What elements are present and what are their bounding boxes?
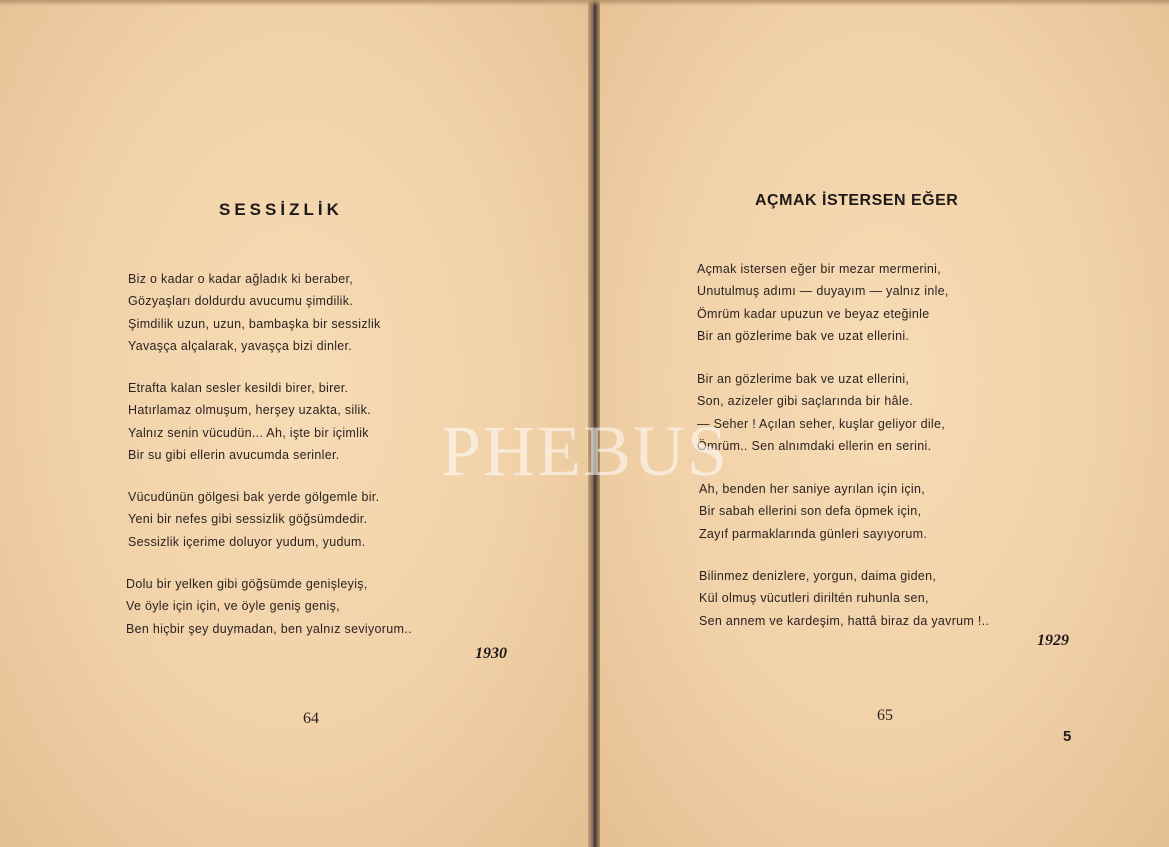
poem-line: Bilinmez denizlere, yorgun, daima giden, [699,569,937,583]
signature-mark: 5 [1063,728,1072,745]
poem-title-left: SESSİZLİK [219,200,343,219]
poem-line: Son, azizeler gibi saçlarında bir hâle. [697,394,913,409]
poem-line: Hatırlamaz olmuşum, herşey uzakta, silik. [128,403,371,418]
poem-line: Vücudünün gölgesi bak yerde gölgemle bir. [128,490,380,504]
page-number-left: 64 [303,710,319,727]
poem-title-right: AÇMAK İSTERSEN EĞER [755,192,959,209]
right-stanza-1 [697,258,949,347]
poem-line: Açmak istersen eğer bir mezar mermerini, [697,262,942,276]
poem-line: Bir sabah ellerini son defa öpmek için, [699,504,922,519]
right-stanza-2 [697,368,945,457]
right-stanza-3 [699,478,927,545]
poem-line: Şimdilik uzun, uzun, bambaşka bir sessizlik [128,316,381,331]
poem-line: Yalnız senin vücudün... Ah, işte bir içimlik [128,425,369,440]
poem-year-right: 1929 [1037,632,1069,649]
page-number-right: 65 [877,707,893,724]
poem-line: Ve öyle için için, ve öyle geniş geniş, [126,599,340,614]
poem-line: Zayıf parmaklarında günleri sayıyorum. [699,526,928,541]
page-top-edge [0,0,1169,6]
right-stanza-4 [699,565,989,632]
poem-line: Yeni bir nefes gibi sessizlik göğsümdedir. [128,512,368,527]
poem-year-left: 1930 [475,645,507,662]
poem-line: Bir an gözlerime bak ve uzat ellerini. [697,328,910,343]
poem-line: Ömrüm kadar upuzun ve beyaz eteğinle [697,306,930,321]
poem-line: Bir an gözlerime bak ve uzat ellerini, [697,372,910,386]
poem-line: Gözyaşları doldurdu avucumu şimdilik. [128,294,354,309]
book-gutter [588,0,600,847]
poem-line: Etrafta kalan sesler kesildi birer, birer. [128,381,349,395]
left-stanza-3 [128,486,379,553]
left-stanza-4 [126,573,412,640]
poem-line: Ömrüm.. Sen alnımdaki ellerin en serini. [697,438,932,453]
poem-line: Biz o kadar o kadar ağladık ki beraber, [128,272,354,286]
poem-line: Ah, benden her saniye ayrılan için için, [699,482,926,496]
poem-line: — Seher ! Açılan seher, kuşlar geliyor dile, [697,416,946,431]
poem-line: Yavaşça alçalarak, yavaşça bizi dinler. [128,338,353,353]
poem-line: Dolu bir yelken gibi göğsümde genişleyiş, [126,577,368,591]
left-stanza-1 [128,268,381,357]
poem-line: Unutulmuş adımı — duyayım — yalnız inle, [697,284,949,299]
left-stanza-2 [128,377,371,466]
poem-line: Bir su gibi ellerin avucumda serinler. [128,447,340,462]
poem-line: Ben hiçbir şey duymadan, ben yalnız seviyorum.. [126,621,412,636]
poem-line: Sessizlik içerime doluyor yudum, yudum. [128,534,366,549]
watermark: PHEBUS [440,411,730,491]
poem-line: Kül olmuş vücutleri diriltén ruhunla sen, [699,591,929,606]
poem-line: Sen annem ve kardeşim, hattâ biraz da yavrum !.. [699,613,990,628]
